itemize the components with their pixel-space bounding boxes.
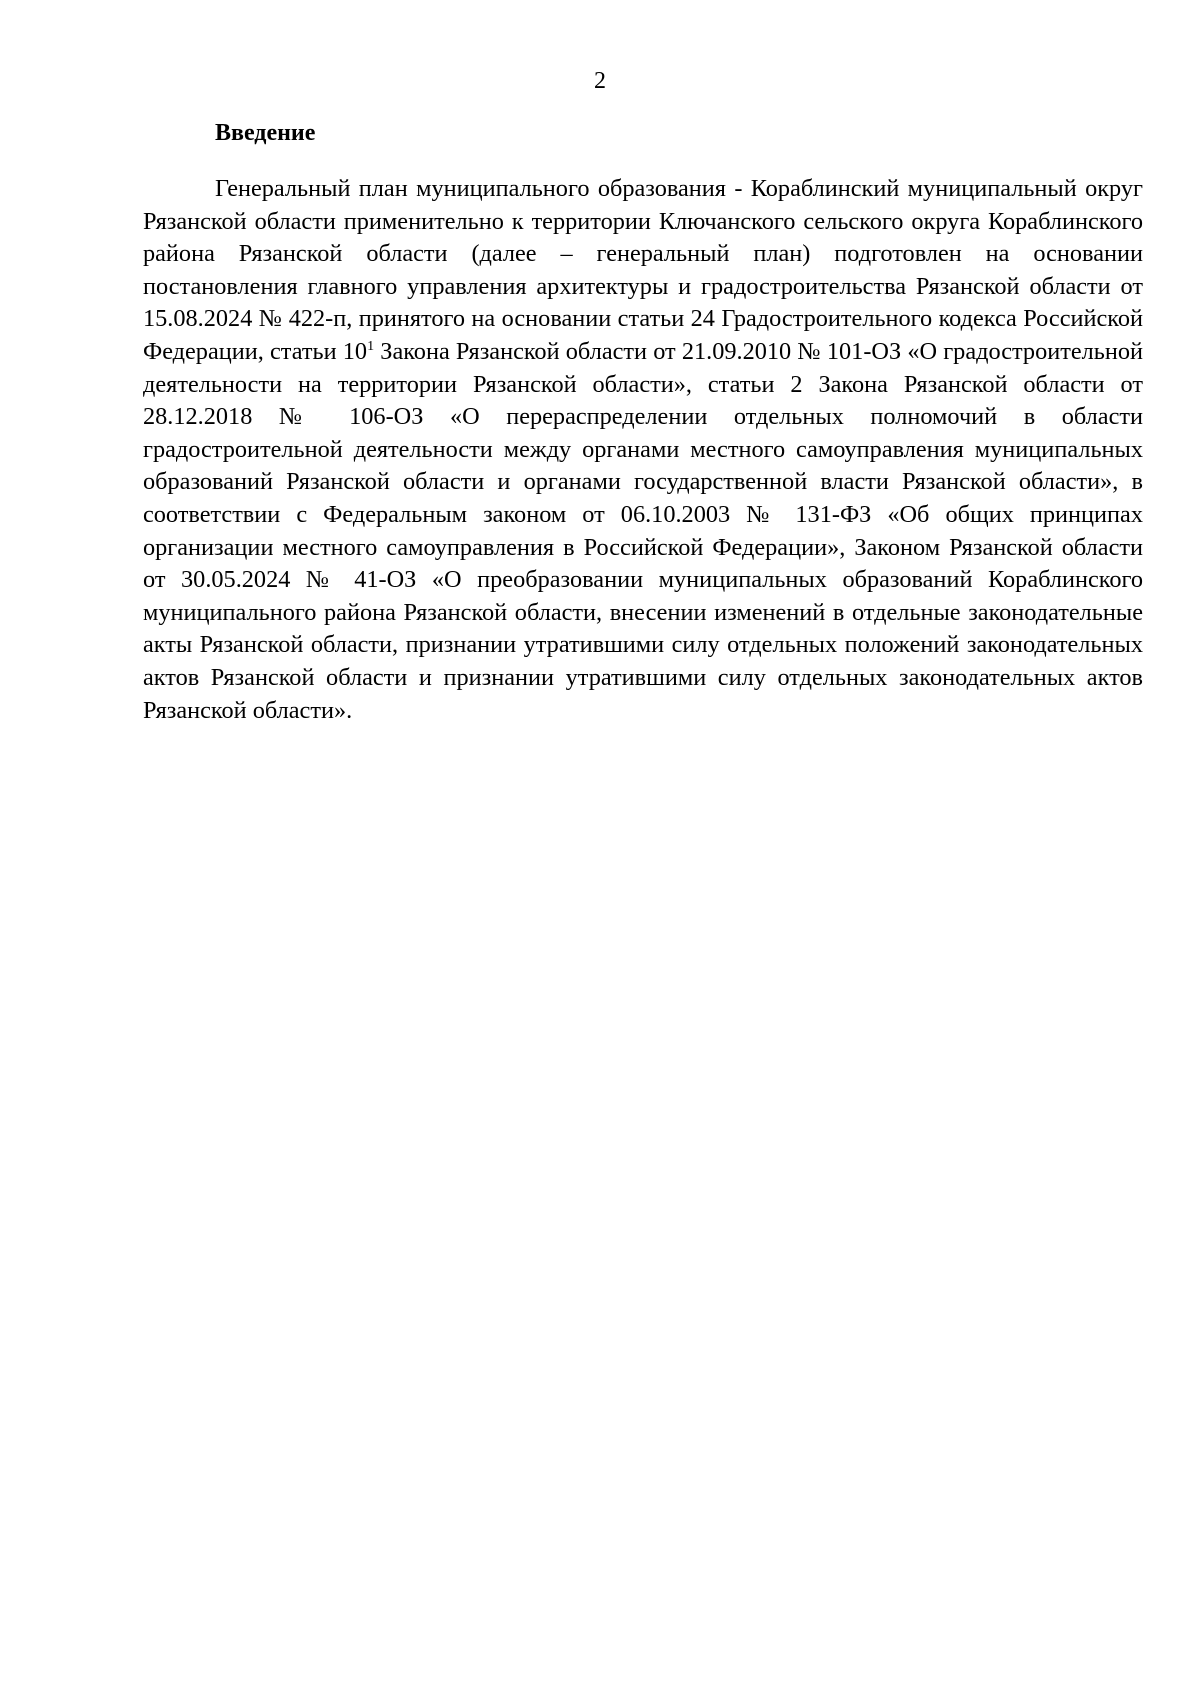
body-paragraph (143, 173, 1143, 727)
page-number: 2 (594, 68, 606, 94)
paragraph-text-part-1: Генеральный план муниципального образования - Кораблинский муниципальный округ Рязанской области применительно к территории Ключанского сельского округа Кораблинского района Рязанской области (далее – генеральный план) подготовлен на основании постановления главного управления архитектуры и градостроительства Рязанской области от 15.08.2024 № 422-п, принятого на основании статьи 24 Градостроительного кодекса Российской Федерации, статьи 10 (143, 175, 1143, 365)
section-heading: Введение (215, 120, 316, 146)
superscript-mark: 1 (367, 338, 375, 354)
paragraph-text-part-2: Закона Рязанской области от 21.09.2010 № 101-ОЗ «О градостроительной деятельности на территории Рязанской области», статьи 2 Закона Рязанской области от 28.12.2018 № 106-ОЗ «О перераспределении отдельных полномочий в области градостроительной деятельности между органами местного самоуправления муниципальных образований Рязанской области и органами государственной власти Рязанской области», в соответствии с Федеральным законом от 06.10.2003 № 131-ФЗ «Об общих принципах организации местного самоуправления в Российской Федерации», Законом Рязанской области от 30.05.2024 № 41-ОЗ «О преобразовании муниципальных образований Кораблинского муниципального района Рязанской области, внесении изменений в отдельные законодательные акты Рязанской области, признании утратившими силу отдельных положений законодательных актов Рязанской области и признании утратившими силу отдельных законодательных актов Рязанской области». (143, 337, 1143, 724)
